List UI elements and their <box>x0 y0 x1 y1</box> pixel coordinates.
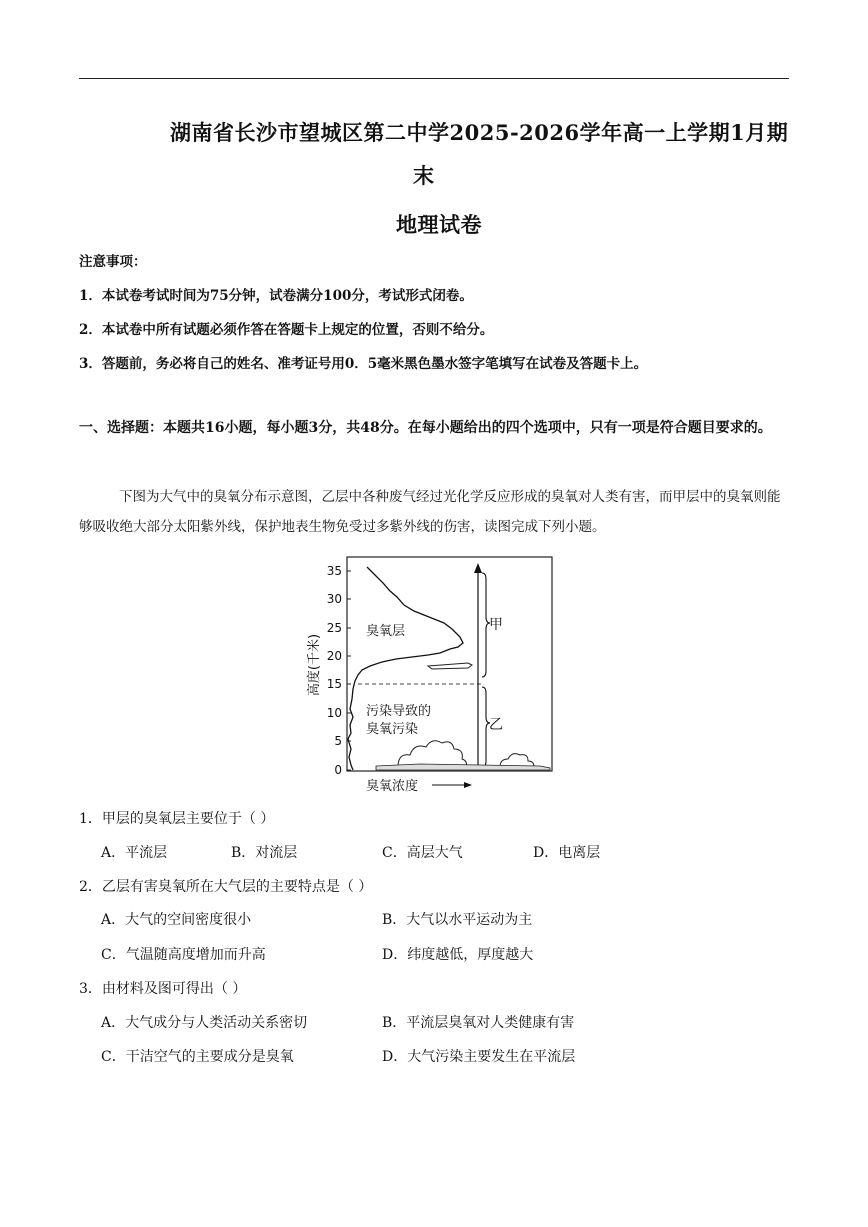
option-b[interactable]: B．大气以水平运动为主 <box>382 912 533 928</box>
arrow-head-icon <box>474 563 482 573</box>
section-heading: 一、选择题：本题共16小题，每小题3分，共48分。在每小题给出的四个选项中，只有一项是符合题目要求的。 <box>79 420 772 436</box>
option-b[interactable]: B．平流层臭氧对人类健康有害 <box>382 1015 575 1031</box>
option-d[interactable]: D．大气污染主要发生在平流层 <box>382 1049 576 1065</box>
page-title: 湖南省长沙市望城区第二中学2025-2026学年高一上学期1月期 <box>170 120 789 145</box>
y-tick-label: 35 <box>326 564 342 578</box>
y-tick-label: 5 <box>334 734 342 748</box>
option-c[interactable]: C．高层大气 <box>382 845 463 861</box>
notice-item: 2．本试卷中所有试题必须作答在答题卡上规定的位置，否则不给分。 <box>79 322 494 338</box>
airplane-icon <box>428 663 472 669</box>
option-d[interactable]: D．纬度越低，厚度越大 <box>382 947 534 963</box>
option-a[interactable]: A．平流层 <box>101 845 168 861</box>
question-stem: 3．由材料及图可得出（ ） <box>79 981 247 997</box>
y-tick-label: 15 <box>326 677 342 691</box>
notice-item: 1．本试卷考试时间为75分钟，试卷满分100分，考试形式闭卷。 <box>79 288 473 304</box>
y-tick-label: 20 <box>326 649 342 663</box>
y-axis-label: 高度(千米) <box>307 633 322 697</box>
page-subtitle: 地理试卷 <box>396 212 482 237</box>
label-jia: 甲 <box>489 617 503 633</box>
notice-item: 3．答题前，务必将自己的姓名、准考证号用0．5毫米黑色墨水签字笔填写在试卷及答题卡上。 <box>79 356 648 372</box>
label-yi: 乙 <box>489 717 503 733</box>
page-title-continued: 末 <box>413 163 435 188</box>
y-tick-label: 0 <box>334 763 342 777</box>
label-ozone-layer: 臭氧层 <box>366 624 406 639</box>
y-tick-label: 30 <box>326 592 342 606</box>
notice-heading: 注意事项： <box>79 254 147 270</box>
y-tick-label: 25 <box>326 621 342 635</box>
question-intro: 下图为大气中的臭氧分布示意图，乙层中各种废气经过光化学反应形成的臭氧对人类有害，而甲层中的臭氧则能够吸收绝大部分太阳紫外线，保护地表生物免受过多紫外线的伤害，读图完成下列小题。 <box>79 489 781 535</box>
question-stem: 1．甲层的臭氧层主要位于（ ） <box>79 811 275 827</box>
option-a[interactable]: A．大气成分与人类活动关系密切 <box>101 1015 308 1031</box>
question-stem: 2．乙层有害臭氧所在大气层的主要特点是（ ） <box>79 879 373 895</box>
label-pollution-line1: 污染导致的 <box>366 704 432 719</box>
ozone-distribution-figure <box>300 553 560 798</box>
option-c[interactable]: C．气温随高度增加而升高 <box>101 947 266 963</box>
cloud-icon <box>398 741 467 767</box>
option-c[interactable]: C．干洁空气的主要成分是臭氧 <box>101 1049 294 1065</box>
label-pollution-line2: 臭氧污染 <box>366 722 419 737</box>
x-axis-label: 臭氧浓度 <box>366 779 419 794</box>
header-rule <box>79 78 789 79</box>
cloud-icon <box>500 754 534 767</box>
option-b[interactable]: B．对流层 <box>231 845 298 861</box>
y-tick-label: 10 <box>326 706 342 720</box>
arrow-right-icon <box>464 782 472 788</box>
option-a[interactable]: A．大气的空间密度很小 <box>101 912 252 928</box>
option-d[interactable]: D．电离层 <box>533 845 601 861</box>
